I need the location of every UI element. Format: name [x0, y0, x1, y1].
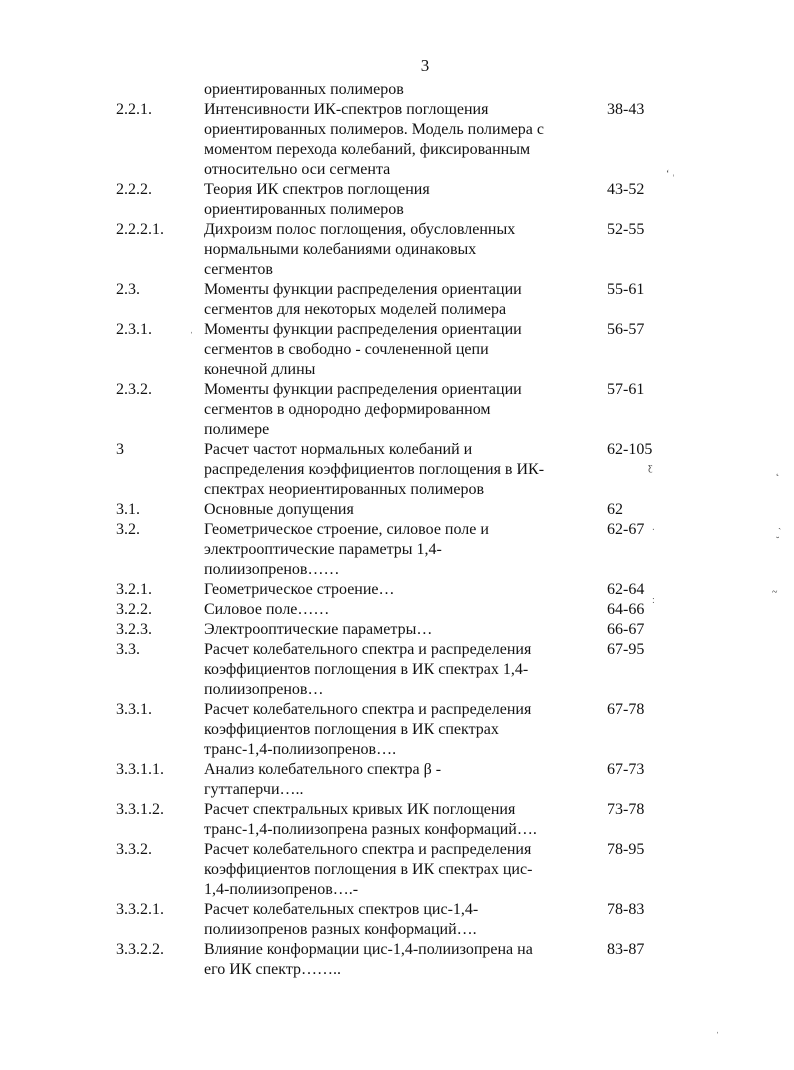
page-number: 3 [420, 56, 430, 75]
toc-entry-title-line: ориентированных полимеров [204, 201, 404, 218]
toc-entry [0, 500, 794, 520]
toc-entry-pages: 78-95 [607, 841, 645, 858]
toc-entry [0, 180, 794, 220]
scan-speck: ˏ [778, 519, 782, 530]
toc-entry [0, 520, 794, 580]
toc-entry-title-line: Расчет колебательного спектра и распределения [204, 701, 532, 718]
toc-entry-pages: 64-66 [607, 601, 645, 618]
toc-entry [0, 100, 794, 180]
toc-entry-title [204, 620, 594, 640]
toc-entry-title [204, 380, 594, 440]
toc-entry-pages: 57-61 [607, 381, 645, 398]
toc-entry-number: 2.3.1. [116, 321, 152, 338]
toc-entry-title-line: 1,4-полиизопренов….- [204, 881, 359, 898]
toc-entry-title-line: распределения коэффициентов поглощения в ИК- [204, 461, 545, 478]
toc-entry-title-line: Расчет колебательного спектра и распределения [204, 841, 532, 858]
toc-entry-title [204, 900, 594, 940]
toc-entry-title [204, 220, 594, 280]
toc-entry-pages: 73-78 [607, 801, 645, 818]
toc-entry [0, 320, 794, 380]
toc-entry-title-line: Геометрическое строение, силовое поле и [204, 521, 489, 538]
toc-entry [0, 80, 794, 100]
toc-entry-number: 3.3.1.1. [116, 761, 164, 778]
toc-entry-title-line: Моменты функции распределения ориентации [204, 381, 522, 398]
toc-entry-title-line: Электрооптические параметры… [204, 621, 433, 638]
toc-entry [0, 600, 794, 620]
toc-entry-number: 3.2.2. [116, 601, 152, 618]
toc-entry-pages: 67-73 [607, 761, 645, 778]
toc-entry-title [204, 520, 594, 580]
toc-entry [0, 280, 794, 320]
toc-entry-title-line: сегментов в однородно деформированном [204, 401, 491, 418]
toc-entry-title-line: сегментов для некоторых моделей полимера [204, 301, 507, 318]
scan-speck: ˘ [776, 536, 780, 547]
toc-entry [0, 640, 794, 700]
scan-speck: ˑ [652, 526, 655, 537]
toc-entry-title [204, 760, 594, 800]
toc-entry-title-line: транс-1,4-полиизопрена разных конформаций…. [204, 821, 537, 838]
table-of-contents [0, 80, 794, 980]
toc-entry-title [204, 500, 594, 520]
toc-entry-number: 3.1. [116, 501, 140, 518]
toc-entry-number: 3.3.2. [116, 841, 152, 858]
toc-entry-pages: 62-67 [607, 521, 645, 538]
toc-entry-pages: 62 [607, 501, 623, 518]
toc-entry-number: 3.2. [116, 521, 140, 538]
toc-entry-number: 2.3. [116, 281, 140, 298]
toc-entry-title [204, 440, 594, 500]
toc-entry-number: 2.2.2. [116, 181, 152, 198]
toc-entry-number: 3.2.3. [116, 621, 152, 638]
toc-entry-title [204, 280, 594, 320]
toc-entry-title-line: транс-1,4-полиизопренов…. [204, 741, 397, 758]
toc-entry-title-line: относительно оси сегмента [204, 161, 391, 178]
toc-entry-title-line: Дихроизм полос поглощения, обусловленных [204, 221, 516, 238]
scan-speck: ː [652, 595, 655, 606]
toc-entry-title-line: полиизопренов разных конформаций…. [204, 921, 477, 938]
toc-entry-pages: 62-105 [607, 441, 653, 458]
toc-entry-title-line: ориентированных полимеров. Модель полимера с [204, 121, 544, 138]
toc-entry-title-line: сегментов [204, 261, 273, 278]
scan-speck: ˌ [716, 1023, 720, 1034]
toc-entry-title-line: полиизопренов…… [204, 561, 340, 578]
toc-entry-title-line: ориентированных полимеров [204, 81, 404, 98]
toc-entry-title-line: Геометрическое строение… [204, 581, 395, 598]
toc-entry-title-line: спектрах неориентированных полимеров [204, 481, 485, 498]
toc-entry-title [204, 700, 594, 760]
toc-entry-pages: 83-87 [607, 941, 645, 958]
toc-entry-pages: 66-67 [607, 621, 645, 638]
toc-entry-pages: 78-83 [607, 901, 645, 918]
toc-entry-title-line: коэффициентов поглощения в ИК спектрах цис- [204, 861, 533, 878]
toc-entry-number: 2.2.2.1. [116, 221, 164, 238]
toc-entry-title-line: конечной длины [204, 361, 316, 378]
toc-entry-pages: 62-64 [607, 581, 645, 598]
toc-entry-title-line: моментом перехода колебаний, фиксированным [204, 141, 531, 158]
toc-entry-title-line: Расчет колебательных спектров цис-1,4- [204, 901, 479, 918]
toc-entry-title-line: нормальными колебаниями одинаковых [204, 241, 477, 258]
toc-entry-title [204, 100, 594, 180]
toc-entry [0, 760, 794, 800]
scan-speck: ƹ [648, 462, 653, 473]
toc-entry [0, 900, 794, 940]
toc-entry-title-line: Моменты функции распределения ориентации [204, 321, 522, 338]
toc-entry-title-line: Силовое поле…… [204, 601, 330, 618]
toc-entry [0, 700, 794, 760]
toc-entry-title [204, 320, 594, 380]
toc-entry-number: 3.3.1. [116, 701, 152, 718]
toc-entry-pages: 67-95 [607, 641, 645, 658]
toc-entry-number: 2.3.2. [116, 381, 152, 398]
toc-entry-title-line: Теория ИК спектров поглощения [204, 181, 430, 198]
toc-entry-title-line: Расчет частот нормальных колебаний и [204, 441, 473, 458]
toc-entry-pages: 55-61 [607, 281, 645, 298]
scan-speck: ʻ ˒ [666, 169, 676, 180]
toc-entry [0, 840, 794, 900]
toc-entry-number: 3 [116, 441, 124, 458]
toc-entry-number: 3.3.2.2. [116, 941, 164, 958]
toc-entry-title-line: гуттаперчи….. [204, 781, 304, 798]
toc-entry-number: 3.2.1. [116, 581, 152, 598]
toc-entry-pages: 43-52 [607, 181, 645, 198]
toc-entry-title-line: Основные допущения [204, 501, 354, 518]
toc-entry-title [204, 640, 594, 700]
toc-entry-title [204, 180, 594, 220]
toc-entry-title [204, 80, 594, 100]
toc-entry-title [204, 940, 594, 980]
toc-entry-title-line: полиизопренов… [204, 681, 324, 698]
toc-entry [0, 940, 794, 980]
toc-entry-title-line: коэффициентов поглощения в ИК спектрах 1,4- [204, 661, 529, 678]
toc-entry-number: 2.2.1. [116, 101, 152, 118]
toc-entry-number: 3.3.2.1. [116, 901, 164, 918]
toc-entry-number: 3.3.1.2. [116, 801, 164, 818]
toc-entry [0, 620, 794, 640]
toc-entry [0, 380, 794, 440]
toc-entry-title-line: Влияние конформации цис-1,4-полиизопрена на [204, 941, 533, 958]
scan-speck: ˛ [776, 466, 780, 477]
toc-entry-title-line: Расчет колебательного спектра и распределения [204, 641, 532, 658]
toc-entry-number: 3.3. [116, 641, 140, 658]
toc-entry-pages: 52-55 [607, 221, 645, 238]
toc-entry-title [204, 580, 594, 600]
toc-entry-title-line: электрооптические параметры 1,4- [204, 541, 442, 558]
toc-entry-title-line: его ИК спектр…….. [204, 961, 342, 978]
toc-entry-title-line: Интенсивности ИК-спектров поглощения [204, 101, 489, 118]
toc-entry-title-line: коэффициентов поглощения в ИК спектрах [204, 721, 499, 738]
toc-entry-pages: 67-78 [607, 701, 645, 718]
toc-entry-title-line: сегментов в свободно - сочлененной цепи [204, 341, 489, 358]
toc-entry-title [204, 840, 594, 900]
toc-entry-title [204, 600, 594, 620]
toc-entry-title-line: Анализ колебательного спектра β - [204, 761, 442, 778]
toc-entry-pages: 38-43 [607, 101, 645, 118]
toc-entry-title-line: полимере [204, 421, 270, 438]
toc-entry-title-line: Моменты функции распределения ориентации [204, 281, 522, 298]
toc-entry [0, 220, 794, 280]
toc-entry-title [204, 800, 594, 840]
toc-entry [0, 580, 794, 600]
scan-speck: ˈ [190, 331, 194, 342]
scan-speck: ~ [772, 587, 778, 598]
toc-entry-pages: 56-57 [607, 321, 645, 338]
toc-entry [0, 440, 794, 500]
toc-entry [0, 800, 794, 840]
toc-entry-title-line: Расчет спектральных кривых ИК поглощения [204, 801, 516, 818]
